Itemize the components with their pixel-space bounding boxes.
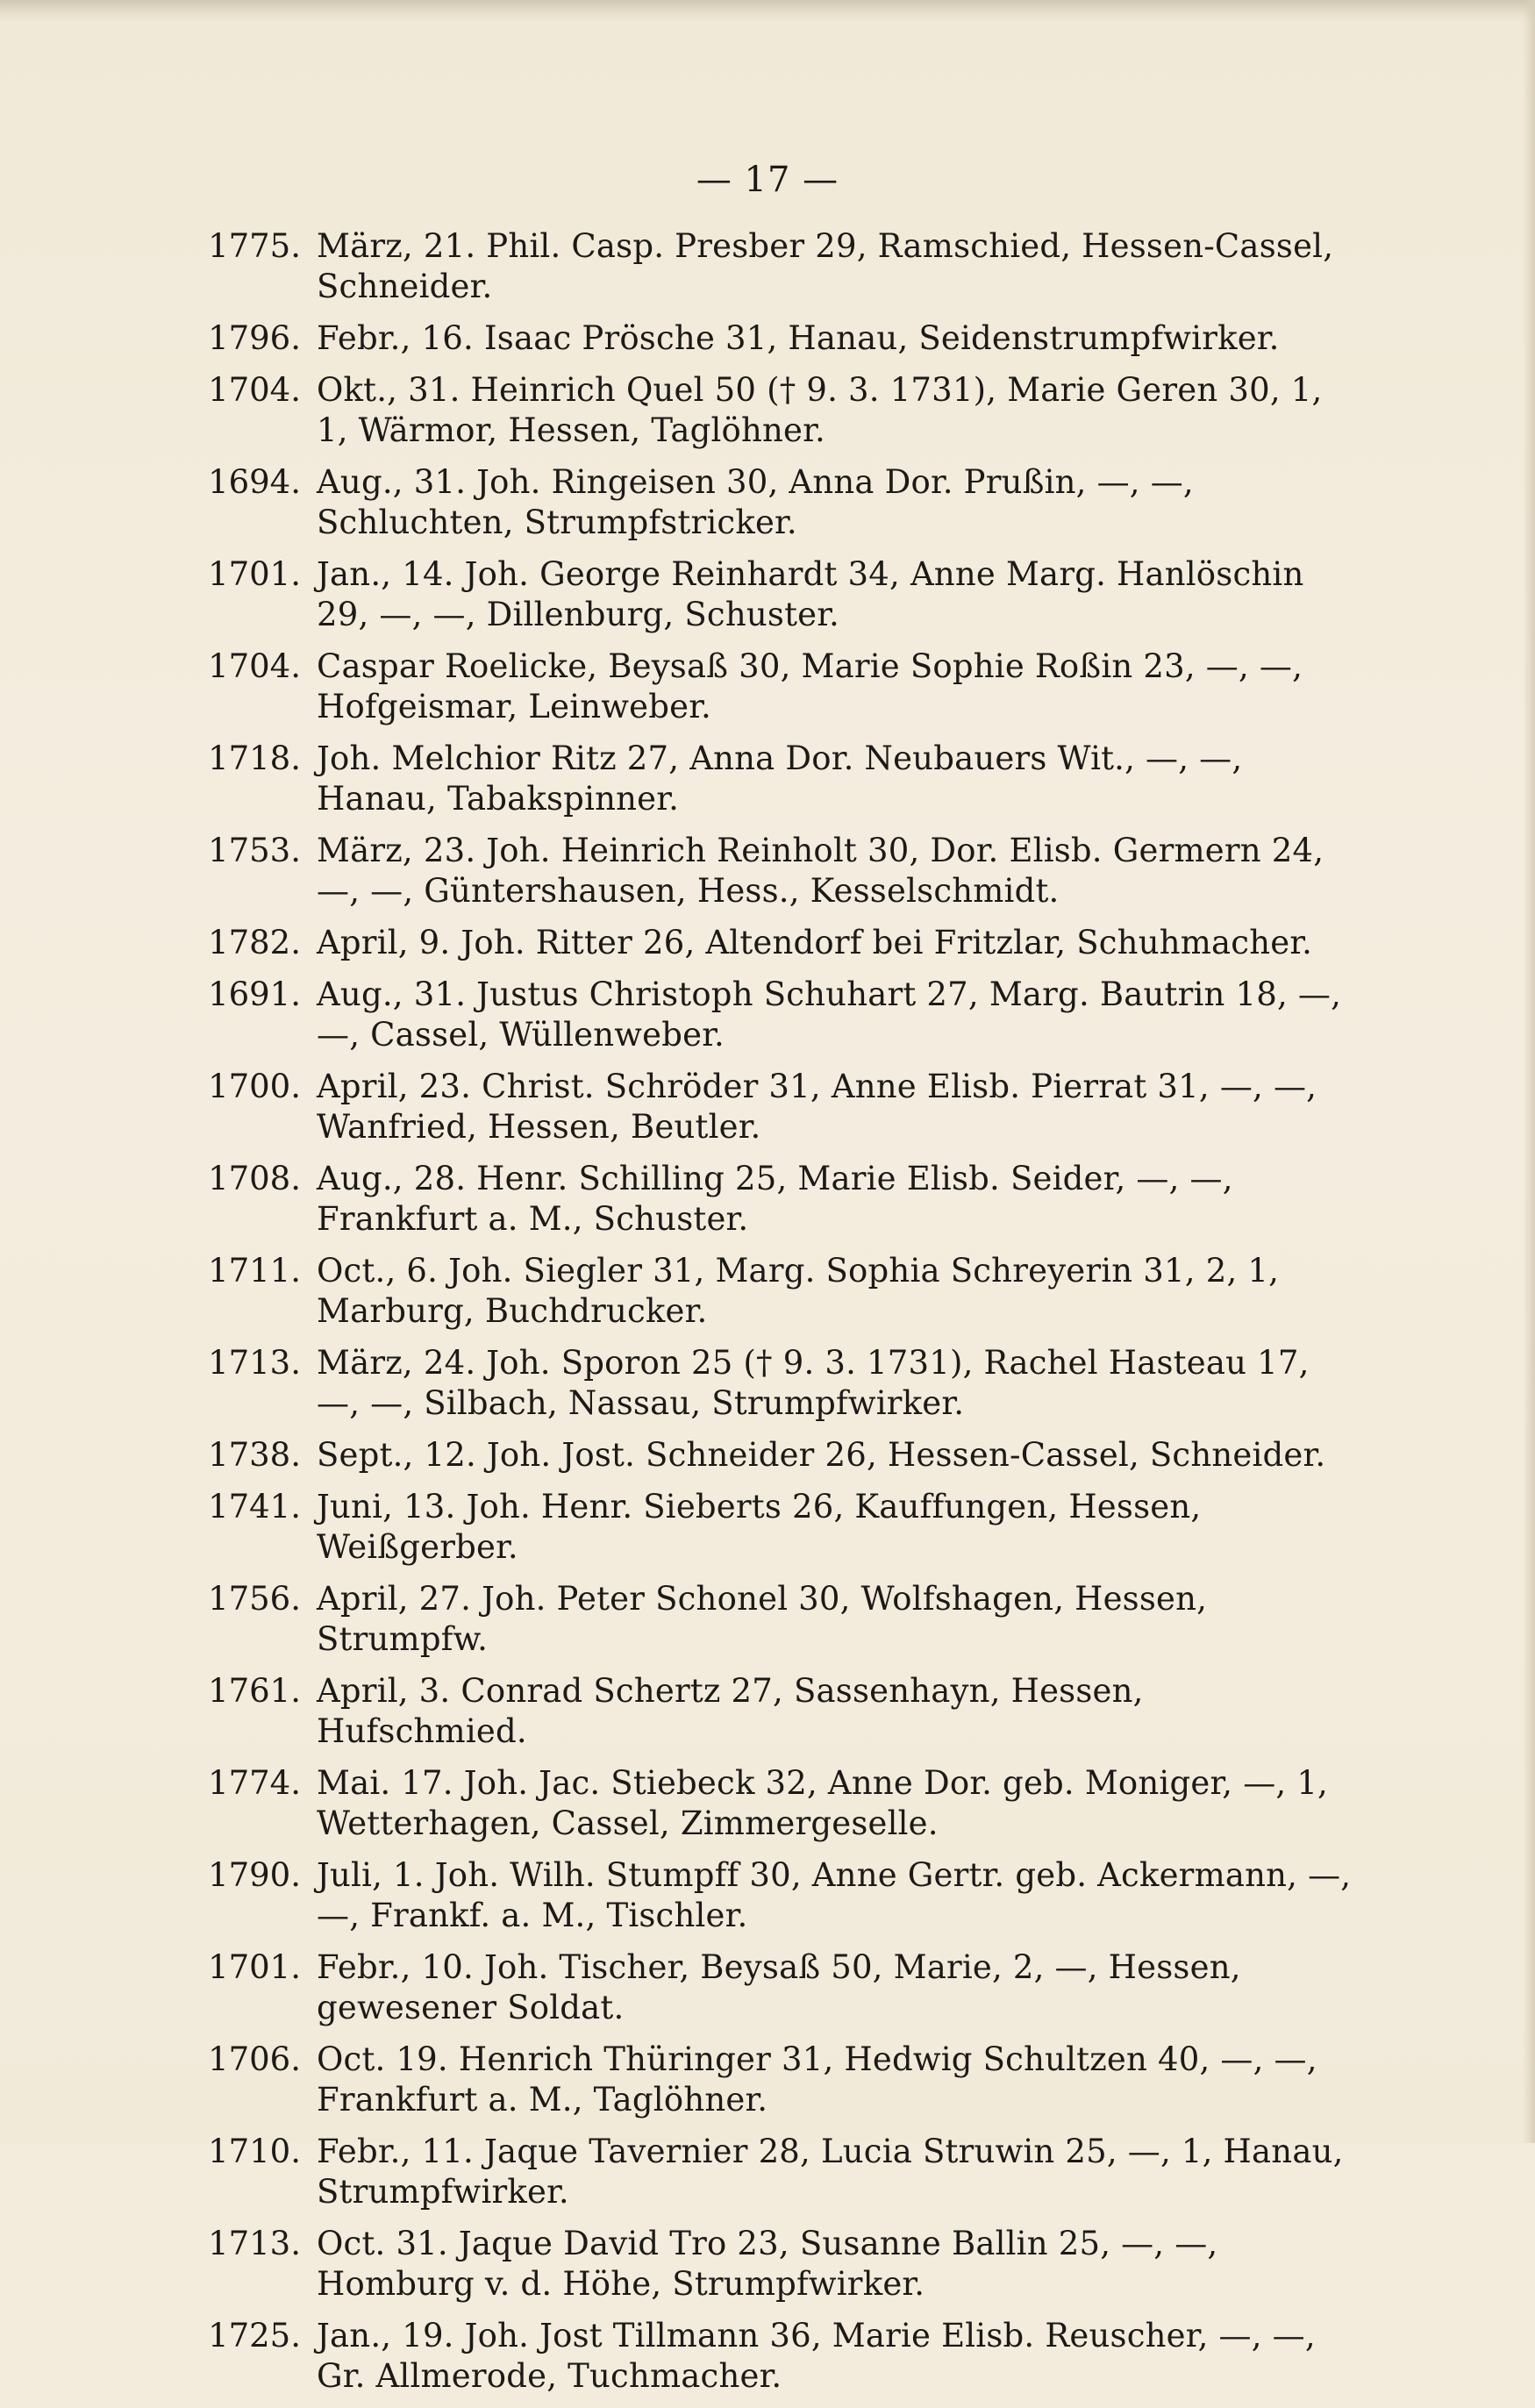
list-item bbox=[197, 554, 1355, 635]
list-item bbox=[197, 1763, 1355, 1844]
entry-year: 1774. bbox=[208, 1764, 301, 1802]
list-item bbox=[197, 1251, 1355, 1332]
entry-year: 1725. bbox=[208, 2317, 301, 2354]
list-item bbox=[197, 1671, 1355, 1752]
list-item bbox=[197, 1159, 1355, 1240]
list-item bbox=[197, 226, 1355, 307]
entry-text: Aug., 31. Justus Christoph Schuhart 27, Marg. Bautrin 18, —, —, Cassel, Wüllenweber. bbox=[317, 975, 1342, 1054]
page-number: — 17 — bbox=[696, 160, 839, 200]
entry-year: 1701. bbox=[208, 1948, 301, 1986]
entry-year: 1753. bbox=[208, 832, 301, 869]
entry-text: April, 9. Joh. Ritter 26, Altendorf bei Fritzlar, Schuhmacher. bbox=[317, 924, 1313, 961]
list-item bbox=[197, 831, 1355, 911]
entry-text: Joh. Melchior Ritz 27, Anna Dor. Neubauers Wit., —, —, Hanau, Tabakspinner. bbox=[317, 740, 1243, 818]
list-item bbox=[197, 370, 1355, 451]
list-item bbox=[197, 2316, 1355, 2397]
entry-text: März, 23. Joh. Heinrich Reinholt 30, Dor. Elisb. Germern 24, —, —, Güntershausen, Hess., Kesselschmidt. bbox=[317, 832, 1324, 910]
list-item bbox=[197, 1947, 1355, 2028]
entry-year: 1700. bbox=[208, 1068, 301, 1105]
entry-text: März, 24. Joh. Sporon 25 († 9. 3. 1731), Rachel Hasteau 17, —, —, Silbach, Nassau, Strumpfwirker. bbox=[317, 1344, 1310, 1422]
entry-text: Jan., 14. Joh. George Reinhardt 34, Anne Marg. Hanlöschin 29, —, —, Dillenburg, Schuster. bbox=[317, 555, 1304, 633]
entry-text: Oct. 31. Jaque David Tro 23, Susanne Ballin 25, —, —, Homburg v. d. Höhe, Strumpfwirker. bbox=[317, 2225, 1218, 2303]
entry-year: 1708. bbox=[208, 1160, 301, 1197]
entry-text: Febr., 16. Isaac Prösche 31, Hanau, Seidenstrumpfwirker. bbox=[317, 319, 1280, 357]
list-item bbox=[197, 1487, 1355, 1568]
entry-year: 1713. bbox=[208, 2225, 301, 2262]
entry-year: 1796. bbox=[208, 319, 301, 357]
entry-text: Okt., 31. Heinrich Quel 50 († 9. 3. 1731), Marie Geren 30, 1, 1, Wärmor, Hessen, Taglöhner. bbox=[317, 371, 1323, 449]
list-item bbox=[197, 2224, 1355, 2304]
entry-year: 1694. bbox=[208, 463, 301, 501]
list-item bbox=[197, 1067, 1355, 1147]
entry-text: Juni, 13. Joh. Henr. Sieberts 26, Kauffungen, Hessen, Weißgerber. bbox=[317, 1488, 1202, 1566]
entry-year: 1738. bbox=[208, 1436, 301, 1474]
list-item bbox=[197, 1855, 1355, 1936]
list-item bbox=[197, 975, 1355, 1055]
list-item bbox=[197, 462, 1355, 543]
entry-year: 1711. bbox=[208, 1252, 301, 1290]
entry-year: 1704. bbox=[208, 371, 301, 409]
entry-year: 1710. bbox=[208, 2133, 301, 2170]
entry-text: Mai. 17. Joh. Jac. Stiebeck 32, Anne Dor. geb. Moniger, —, 1, Wetterhagen, Cassel, Zimmergeselle. bbox=[317, 1764, 1329, 1842]
entry-text: April, 3. Conrad Schertz 27, Sassenhayn, Hessen, Hufschmied. bbox=[317, 1672, 1144, 1750]
entry-text: Oct. 19. Henrich Thüringer 31, Hedwig Schultzen 40, —, —, Frankfurt a. M., Taglöhner. bbox=[317, 2040, 1317, 2119]
entry-text: Febr., 10. Joh. Tischer, Beysaß 50, Marie, 2, —, Hessen, gewesener Soldat. bbox=[317, 1948, 1241, 2026]
entry-text: Aug., 31. Joh. Ringeisen 30, Anna Dor. Prußin, —, —, Schluchten, Strumpfstricker. bbox=[317, 463, 1194, 541]
entry-year: 1704. bbox=[208, 647, 301, 685]
entry-year: 1775. bbox=[208, 227, 301, 265]
entry-text: April, 27. Joh. Peter Schonel 30, Wolfshagen, Hessen, Strumpfw. bbox=[317, 1580, 1208, 1658]
page-top-edge bbox=[0, 0, 1535, 23]
entry-year: 1706. bbox=[208, 2040, 301, 2078]
entry-year: 1701. bbox=[208, 555, 301, 593]
list-item bbox=[197, 1435, 1355, 1476]
list-item bbox=[197, 2040, 1355, 2120]
entry-text: Sept., 12. Joh. Jost. Schneider 26, Hessen-Cassel, Schneider. bbox=[317, 1436, 1326, 1474]
entry-year: 1790. bbox=[208, 1856, 301, 1894]
entry-year: 1713. bbox=[208, 1344, 301, 1382]
entry-text: März, 21. Phil. Casp. Presber 29, Ramschied, Hessen-Cassel, Schneider. bbox=[317, 227, 1334, 305]
list-item bbox=[197, 647, 1355, 727]
entry-text: Juli, 1. Joh. Wilh. Stumpff 30, Anne Gertr. geb. Ackermann, —, —, Frankf. a. M., Tischler. bbox=[317, 1856, 1352, 1934]
list-item bbox=[197, 318, 1355, 359]
entry-year: 1691. bbox=[208, 975, 301, 1013]
entry-text: Oct., 6. Joh. Siegler 31, Marg. Sophia Schreyerin 31, 2, 1, Marburg, Buchdrucker. bbox=[317, 1252, 1280, 1330]
list-item bbox=[197, 739, 1355, 819]
entry-year: 1782. bbox=[208, 924, 301, 961]
list-item bbox=[197, 1579, 1355, 1660]
entry-text: Caspar Roelicke, Beysaß 30, Marie Sophie Roßin 23, —, —, Hofgeismar, Leinweber. bbox=[317, 647, 1303, 725]
entry-text: April, 23. Christ. Schröder 31, Anne Elisb. Pierrat 31, —, —, Wanfried, Hessen, Beutler. bbox=[317, 1068, 1317, 1146]
page-right-edge bbox=[1523, 0, 1535, 2143]
entry-year: 1761. bbox=[208, 1672, 301, 1710]
entry-year: 1741. bbox=[208, 1488, 301, 1526]
entry-text: Aug., 28. Henr. Schilling 25, Marie Elisb. Seider, —, —, Frankfurt a. M., Schuster. bbox=[317, 1160, 1233, 1238]
entry-list bbox=[197, 226, 1355, 2408]
entry-text: Jan., 19. Joh. Jost Tillmann 36, Marie Elisb. Reuscher, —, —, Gr. Allmerode, Tuchmacher. bbox=[317, 2317, 1316, 2395]
entry-year: 1756. bbox=[208, 1580, 301, 1618]
entry-text: Febr., 11. Jaque Tavernier 28, Lucia Struwin 25, —, 1, Hanau, Strumpfwirker. bbox=[317, 2133, 1344, 2211]
entry-year: 1718. bbox=[208, 740, 301, 777]
list-item bbox=[197, 2132, 1355, 2212]
list-item bbox=[197, 923, 1355, 963]
list-item bbox=[197, 1343, 1355, 1424]
